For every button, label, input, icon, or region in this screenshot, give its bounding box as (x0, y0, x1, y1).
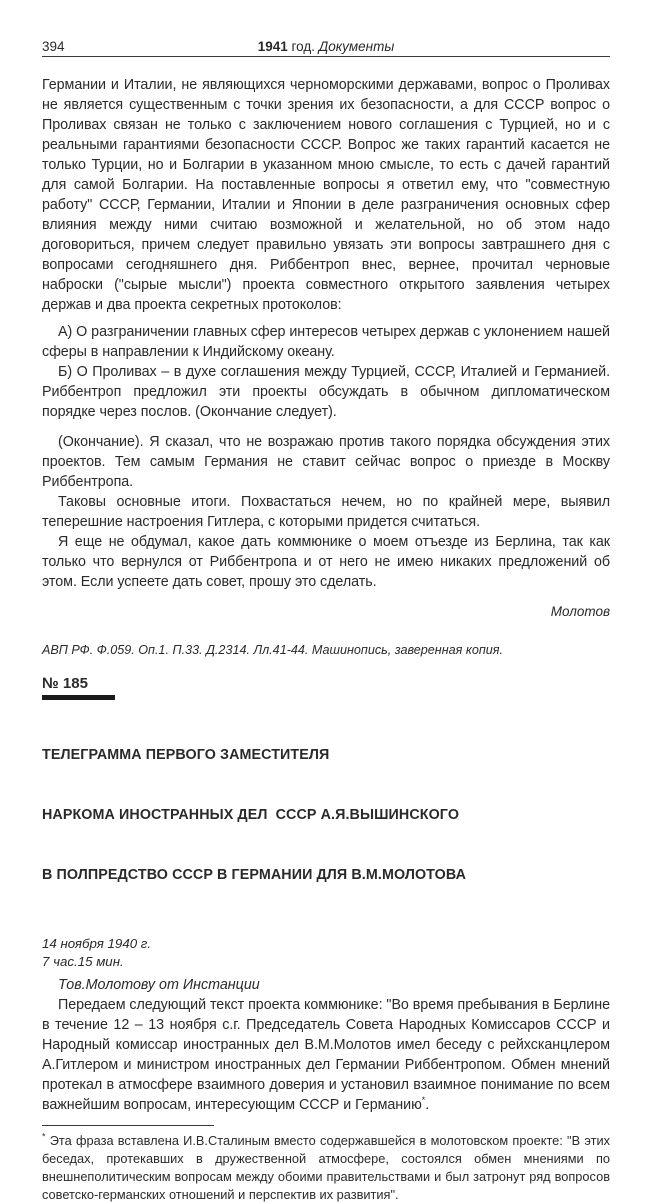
document-body-paragraph (42, 995, 610, 1115)
previous-document-continuation (42, 75, 610, 592)
document-time: 7 час.15 мин. (42, 954, 124, 969)
footnote-divider (42, 1125, 214, 1126)
running-header (42, 38, 610, 57)
archive-reference: АВП РФ. Ф.059. Оп.1. П.33. Д.2314. Лл.41-44. Машинопись, заверенная копия. (42, 643, 503, 657)
page-number: 394 (42, 39, 65, 54)
ending-paragraph: (Окончание). Я сказал, что не возражаю против такого порядка обсуждения этих проектов. Тем самым Германия не ставит сейчас вопрос о приезде в Москву Риббентропа. (42, 434, 610, 490)
document-title (42, 705, 610, 925)
document-number: № 185 (42, 675, 88, 692)
results-paragraph: Таковы основные итоги. Похвастаться нечем, но по крайней мере, выявил теперешние настроения Гитлера, с которыми придется считаться. (42, 494, 610, 530)
document-date: 14 ноября 1940 г. (42, 936, 152, 951)
document-page (42, 38, 610, 1204)
footnote-text: Эта фраза вставлена И.В.Сталиным вместо содержавшейся в молотовском проекте: "В этих беседах, протекавших в дружественной атмосфере, состоялся обмен мнениями по внешнеполитическим вопросам между обоими правительствами и был затронут ряд вопросов советско-германских отношений и перспектив их развития". (42, 1133, 610, 1202)
document-title-line-1: ТЕЛЕГРАММА ПЕРВОГО ЗАМЕСТИТЕЛЯ (42, 747, 330, 763)
footnote-reference-mark[interactable]: * (421, 1095, 426, 1106)
document-number-underline (42, 695, 115, 700)
continued-paragraph: Германии и Италии, не являющихся черноморскими державами, вопрос о Проливах не является существенным с точки зрения их безопасности, а для СССР вопрос о Проливах связан не только с заключением нового соглашения с Турцией, но и с реальными гарантиями безопасности СССР. Вопрос же таких гарантий касается не только Турции, но и Болгарии в указанном мною смысле, то есть с дачей гарантий для самой Болгарии. На поставленные вопросы я ответил ему, что "совместную работу" СССР, Германии, Италии и Японии в деле разграничения основных сфер влияния между ними считаю возможной и желательной, но об этом надо договориться, причем следует правильно увязать эти вопросы завтрашнего дня с вопросами сегодняшнего дня. Риббентроп внес, вернее, прочитал черновые наброски ("сырые мысли") проекта совместного открытого заявления четырех держав и два проекта секретных протоколов: (42, 77, 610, 313)
communique-paragraph: Я еще не обдумал, какое дать коммюнике о моем отъезде из Берлина, так как только что вернулся от Риббентропа и от него не имею никаких предложений об этом. Если успеете дать совет, прошу это сделать. (42, 534, 610, 590)
document-title-line-2: НАРКОМА ИНОСТРАННЫХ ДЕЛ СССР А.Я.ВЫШИНСКОГО (42, 807, 460, 823)
document-datetime (42, 935, 610, 971)
footnote-mark: * (42, 1131, 46, 1142)
running-title-year: 1941 (257, 39, 288, 54)
running-title (42, 39, 610, 55)
document-title-line-3: В ПОЛПРЕДСТВО СССР В ГЕРМАНИИ ДЛЯ В.М.МОЛОТОВА (42, 867, 467, 883)
running-title-suffix: год. (287, 39, 319, 54)
document-body-text: Передаем следующий текст проекта коммюнике: "Во время пребывания в Берлине в течение 12 – 13 ноября с.г. Председатель Совета Народных Комиссаров СССР и Народный комиссар иностранных дел В.М.Молотов имел беседу с рейхсканцлером А.Гитлером и министром иностранных дел Германии Риббентропом. Обмен мнений протекал в атмосфере взаимного доверия и установил взаимное понимание по всем важнейшим вопросам, интересующим СССР и Германию (42, 997, 610, 1113)
protocol-item-b: Б) О Проливах – в духе соглашения между Турцией, СССР, Италией и Германией. Риббентроп предложил эти проекты обсуждать в обычном дипломатическом порядке через послов. (Окончание следует). (42, 364, 610, 420)
document-body-end: . (425, 1097, 430, 1113)
document-body (42, 995, 610, 1115)
footnote (42, 1132, 610, 1204)
protocol-item-a: А) О разграничении главных сфер интересов четырех держав с уклонением нашей сферы в направлении к Индийскому океану. (42, 324, 610, 360)
signature: Молотов (550, 604, 610, 619)
running-title-section: Документы (318, 39, 395, 54)
document-addressee: Тов.Молотову от Инстанции (58, 977, 260, 993)
